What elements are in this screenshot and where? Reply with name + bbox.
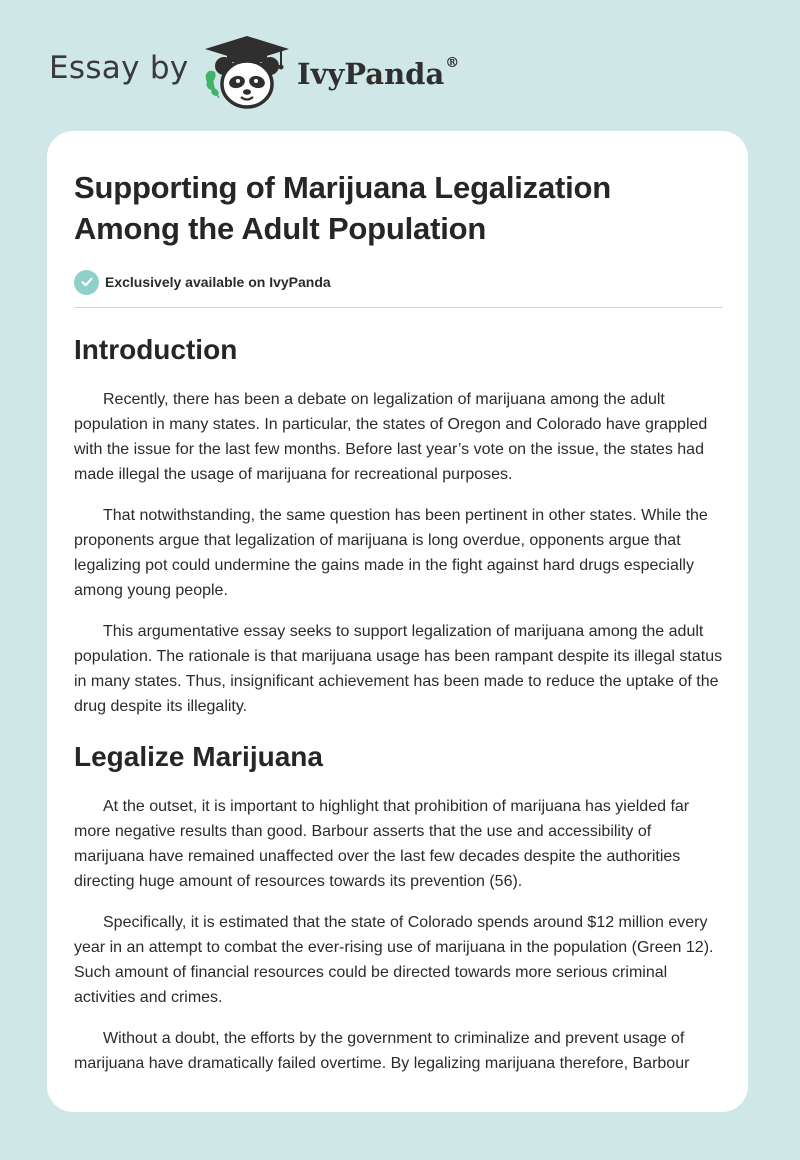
essay-content <box>74 167 723 1076</box>
registered-mark: ® <box>445 55 460 71</box>
exclusive-label: Exclusively available on IvyPanda <box>105 274 331 290</box>
site-header <box>0 0 800 130</box>
section-heading: Introduction <box>74 334 238 365</box>
brand-name[interactable]: IvyPanda® <box>297 55 460 91</box>
section-legalize-marijuana <box>74 740 723 1076</box>
paragraph: That notwithstanding, the same question has been pertinent in other states. While the proponents argue that legalization of marijuana is long overdue, opponents argue that legalizing pot could undermine the gains made in the fight against hard drugs especially among young people. <box>74 507 708 599</box>
paragraph: Recently, there has been a debate on legalization of marijuana among the adult population in many states. In particular, the states of Oregon and Colorado have grappled with the issue for the last few months. Before last year’s vote on the issue, the states had made illegal the usage of marijuana for recreational purposes. <box>74 391 708 483</box>
paragraph: This argumentative essay seeks to support legalization of marijuana among the adult population. The rationale is that marijuana usage has been rampant despite its illegal status in many states. Thus, insignificant achievement has been made to reduce the uptake of the drug despite its illegality. <box>74 623 723 715</box>
check-icon <box>74 270 99 295</box>
essay-by-label: Essay by <box>49 50 189 86</box>
panda-graduate-icon <box>201 34 293 110</box>
essay-card <box>47 131 748 1112</box>
essay-title: Supporting of Marijuana Legalization Among the Adult Population <box>74 170 612 246</box>
section-heading: Legalize Marijuana <box>74 741 323 772</box>
title-divider <box>74 307 723 308</box>
paragraph: Specifically, it is estimated that the state of Colorado spends around $12 million every year in an attempt to combat the ever-rising use of marijuana in the population (Green 12). Such amount of financial resources could be directed towards more serious criminal activities and crimes. <box>74 914 714 1006</box>
section-introduction <box>74 333 723 719</box>
paragraph: Without a doubt, the efforts by the government to criminalize and prevent usage of marijuana have dramatically failed overtime. By legalizing marijuana therefore, Barbour <box>74 1030 690 1072</box>
paragraph: At the outset, it is important to highlight that prohibition of marijuana has yielded far more negative results than good. Barbour asserts that the use and accessibility of marijuana have remained unaffected over the last few decades despite the authorities directing huge amount of resources towards its prevention (56). <box>74 798 690 890</box>
exclusive-badge <box>74 269 723 295</box>
ivypanda-logo[interactable] <box>201 34 293 110</box>
